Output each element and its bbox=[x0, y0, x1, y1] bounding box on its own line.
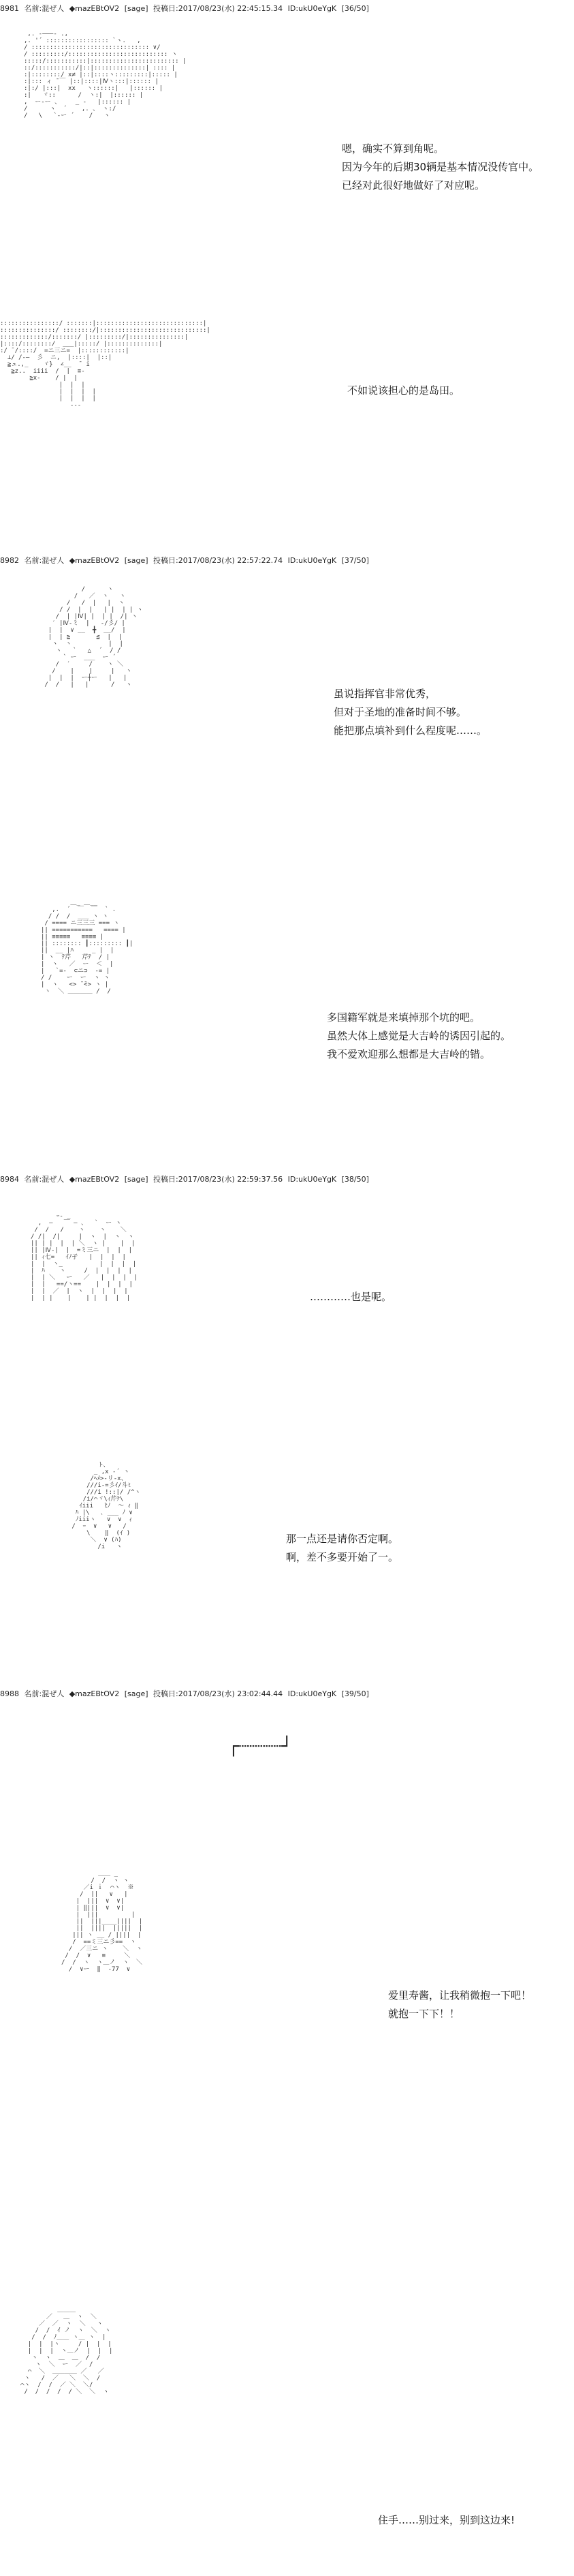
dialogue-line: 爱里寿酱，让我稍微抱一下吧！ bbox=[388, 1989, 532, 2002]
post-id[interactable]: ID:ukU0eYgK bbox=[287, 1689, 337, 1698]
dialogue-block bbox=[286, 1530, 398, 1567]
post-count: [38/50] bbox=[341, 1175, 369, 1184]
sage-tag: [sage] bbox=[124, 1689, 148, 1698]
ascii-art-character: / ヽ / ／ ヽ ヽ / / | | ヽ / / | | | | | | ヽ / | |Ⅳ| | | | /| ヽ ′ |Ⅳ-ミ | -/彡/ | | | ∨ __ ╋ __/ | | | ≧ ≦ | | ヽ ヽ | | ヽ ` △ ´ / / ` ー ___ ー ´ / ′ / ヽ ＼ / | | | ヽ | | | ー┼ー | | / / | | / ヽ bbox=[44, 586, 143, 688]
ascii-art-character: ::::::::::::::::/ :::::::|:::::::::::::::::::::::::::::| :::::::::::::::/ ::::::::/|:::::::::::::::::::::::::::::| :::::::::::::/:::::::/ |:::::::::/|:::::::::::::::| |::::/::::::::/ ___|:::::/ |::::::::::::::| :/ ̄ /::::/ =ニ三ニ= |::::::::::::| ⊥/ /-― 彡 ニ, |::::| |::| ≧ュ.,_ ヾ} ∠__ ̄ i ≧z.. iiii / | ≡- ≧x- / | | | | | | | | | | | | | ‐‐‐ bbox=[0, 320, 210, 409]
name-label: 名前: bbox=[24, 4, 42, 13]
dialogue-line: …………也是呢。 bbox=[310, 1291, 392, 1303]
post-header bbox=[0, 1, 574, 16]
name-label: 名前: bbox=[24, 1175, 42, 1184]
name-label: 名前: bbox=[24, 556, 42, 565]
poster-trip: ◆mazEBtOV2 bbox=[69, 1689, 120, 1698]
poster-trip: ◆mazEBtOV2 bbox=[69, 1175, 120, 1184]
dialogue-block bbox=[378, 2511, 515, 2530]
post-date: 2017/08/23(水) 23:02:44.44 bbox=[178, 1689, 283, 1698]
post-header bbox=[0, 1172, 574, 1187]
poster-trip: ◆mazEBtOV2 bbox=[69, 4, 120, 13]
poster-name[interactable]: 混ぜ人 bbox=[42, 1689, 65, 1698]
post-count: [39/50] bbox=[341, 1689, 369, 1698]
post-id[interactable]: ID:ukU0eYgK bbox=[287, 556, 337, 565]
post-date: 2017/08/23(水) 22:59:37.56 bbox=[178, 1175, 283, 1184]
name-label: 名前: bbox=[24, 1689, 42, 1698]
dialogue-block bbox=[327, 1009, 511, 1064]
date-label: 投稿日: bbox=[153, 4, 178, 13]
dialogue-line: 多国籍军就是来填掉那个坑的吧。 bbox=[327, 1011, 481, 1024]
dialogue-block bbox=[388, 1987, 531, 2023]
sage-tag: [sage] bbox=[124, 1175, 148, 1184]
ascii-art-character: ＿＿ _ / / ヽ ヽ ／i ｉ ⌒ヽ ※ / || ∨ | | ||| ∨ ∨| | ‖||| ∨ ∨| | ||| | || |||____|||| | || |||| ||||| | ||| ヽ __ / |||| | / ==ミ三ニ彡== ヽ / ／三ニ ヽ ＼ ヽ / / ∨ ≡ ＼ / / ヽ ヽ＿ノ ヽ ＼ / ∨ー ‖ ‐77 ∨ bbox=[61, 1871, 143, 1973]
post-date: 2017/08/23(水) 22:57:22.74 bbox=[178, 556, 283, 565]
dialogue-block bbox=[310, 1288, 392, 1306]
post-number: 8988 bbox=[0, 1689, 19, 1698]
post-count: [37/50] bbox=[341, 556, 369, 565]
ascii-art-character: ,. -―――- ., ,. '´ ::::::::::::::::: `ヽ. , / :::::::::::::::::::::::::::::::: ∨/ / :::::::::/::::::::::::::::::::::::::: ヽ :::::/:::::::::::|:::::::::::::::::::::::: | ::/:::::::::::/|::|::::::::::::::| :::: | :|::::::::/ x≠ |::|::::ヽ:::::::::|::::: | :|::: ィ ̄ ￣ |::|::::|Ⅳヽ:::|:::::: | :|:/ |:::| xx ヽ::::::| |:::::: | :| ヾ:: / ヽ:| |:::::: | , ー-ー 、 _ - |:::::: | / ヽ ´ ,. 、 ヽ:/ / \ `-ー ´ / ヽ bbox=[24, 31, 187, 119]
poster-trip: ◆mazEBtOV2 bbox=[69, 556, 120, 565]
dialogue-line: 能把那点填补到什么程度呢……。 bbox=[334, 724, 488, 737]
ascii-bracket-glyph: ┌┈┈┈┈┘ bbox=[228, 1736, 292, 1757]
dialogue-line: 但对于圣地的准备时间不够。 bbox=[334, 706, 467, 718]
dialogue-line: 虽然大体上感觉是大吉岭的诱因引起的。 bbox=[327, 1030, 511, 1042]
ascii-art-character: ＿_ ＿__ ,. ´ ￣ ￣ ` . / / / ___ ヽ ヽ / ==== ニ三三三 === ヽ || =========== ==== | || ≡≡≡≡≡ ≡≡≡≡ | || :::::::: ┃::::::::: ┃| || __ |ﾊ _ | | | ヽ ﾃ芹 芹ﾃ / | | ヽ ／ ー ＜ | | `=- ⊂ニ⊃ -= | / / ー ー ヽ ヽ | ヽ <> ̄ ̄<> ヽ | ヽ ＼ ＿＿＿＿ / / bbox=[41, 900, 133, 995]
dialogue-line: 已经对此很好地做好了对应呢。 bbox=[342, 179, 485, 191]
poster-name[interactable]: 混ぜ人 bbox=[42, 4, 65, 13]
ascii-art-character: ｰ- _ , ― ￣ ― 、 ` ー ヽ / / / ヽ ヽ ＼ / /| /| | ヽ | ヽ ヽ || | | | | ＼ ヽ | | | || |Ⅳ-| | =ミ三ニ | | | || ｨ七= ｲﾉ孑 | | | | | | ヽ_ | | | | | ﾊ ヽ / | | | | | | ＼ ー ／ | | | | | | ==/ヽ== | | | | | | ／ | ヽ | | | | | | | | | | | | | bbox=[31, 1213, 138, 1302]
ascii-art-character: ト、 _ ,x ‐´ ヽ /ﾍﾒ>-リ-x、 ///i-=彡ｲ/斗ﾐ ///i !::|/ /^ヽ /i/⌒ヾ\ｨ芹ﾃ\ ｲiii ﾋﾉ ～ ｨ ‖ ﾊ |\ ､ ___ ﾉ ∨ ﾉiiiヽ ∨ ∨ ｨ / ｰ ∨ ∨ / \ ‖ (ｲ ) ＼ ∨ (ﾊ) /i ヽ bbox=[71, 1462, 141, 1550]
poster-name[interactable]: 混ぜ人 bbox=[42, 1175, 65, 1184]
dialogue-line: 那一点还是请你否定啊。 bbox=[286, 1533, 399, 1545]
dialogue-block bbox=[334, 685, 487, 740]
date-label: 投稿日: bbox=[153, 1689, 178, 1698]
post-id[interactable]: ID:ukU0eYgK bbox=[287, 1175, 337, 1184]
dialogue-block bbox=[347, 382, 460, 400]
dialogue-block bbox=[342, 140, 539, 195]
post-number: 8984 bbox=[0, 1175, 19, 1184]
post-header bbox=[0, 553, 574, 568]
poster-name[interactable]: 混ぜ人 bbox=[42, 556, 65, 565]
dialogue-line: 啊，差不多要开始了一。 bbox=[286, 1551, 399, 1563]
dialogue-line: 因为今年的后期30辆是基本情况没传官中。 bbox=[342, 161, 539, 173]
post-id[interactable]: ID:ukU0eYgK bbox=[287, 4, 337, 13]
dialogue-line: 不如说该担心的是岛田。 bbox=[347, 384, 460, 397]
dialogue-line: 我不爱欢迎那么想都是大吉岭的错。 bbox=[327, 1048, 491, 1060]
sage-tag: [sage] bbox=[124, 556, 148, 565]
date-label: 投稿日: bbox=[153, 556, 178, 565]
post-number: 8981 bbox=[0, 4, 19, 13]
dialogue-line: 住手……别过来，别到这边来! bbox=[378, 2514, 515, 2526]
ascii-art-character: ＿＿＿ ／ ＿ ヽ ＼ ／ ／ ヽ ＼ ヽ / / ｲ ノ ヽ ＼ ヽ / / ﾉ＿＿ ヽ＿ ヽ | | | |ヽ / | | | | | | ヽ＿ノ | | | ヽ ヽ ＿ ＿ / / ヽ ＼ ー ／ / ⌒ ＼ ＿＿＿＿ ／ ／ ヽ / ／ ＼ ＼ / ⌒ヽ / / ／ ＼ ＼/ / / / / / ＼ ＼ ヽ bbox=[20, 2307, 113, 2395]
date-label: 投稿日: bbox=[153, 1175, 178, 1184]
post-number: 8982 bbox=[0, 556, 19, 565]
dialogue-line: 嗯，确实不算到角呢。 bbox=[342, 142, 445, 155]
sage-tag: [sage] bbox=[124, 4, 148, 13]
post-date: 2017/08/23(水) 22:45:15.34 bbox=[178, 4, 283, 13]
post-header bbox=[0, 1687, 574, 1702]
dialogue-line: 就抱一下下！！ bbox=[388, 2008, 460, 2020]
post-count: [36/50] bbox=[341, 4, 369, 13]
dialogue-line: 虽说指挥官非常优秀， bbox=[334, 688, 436, 700]
